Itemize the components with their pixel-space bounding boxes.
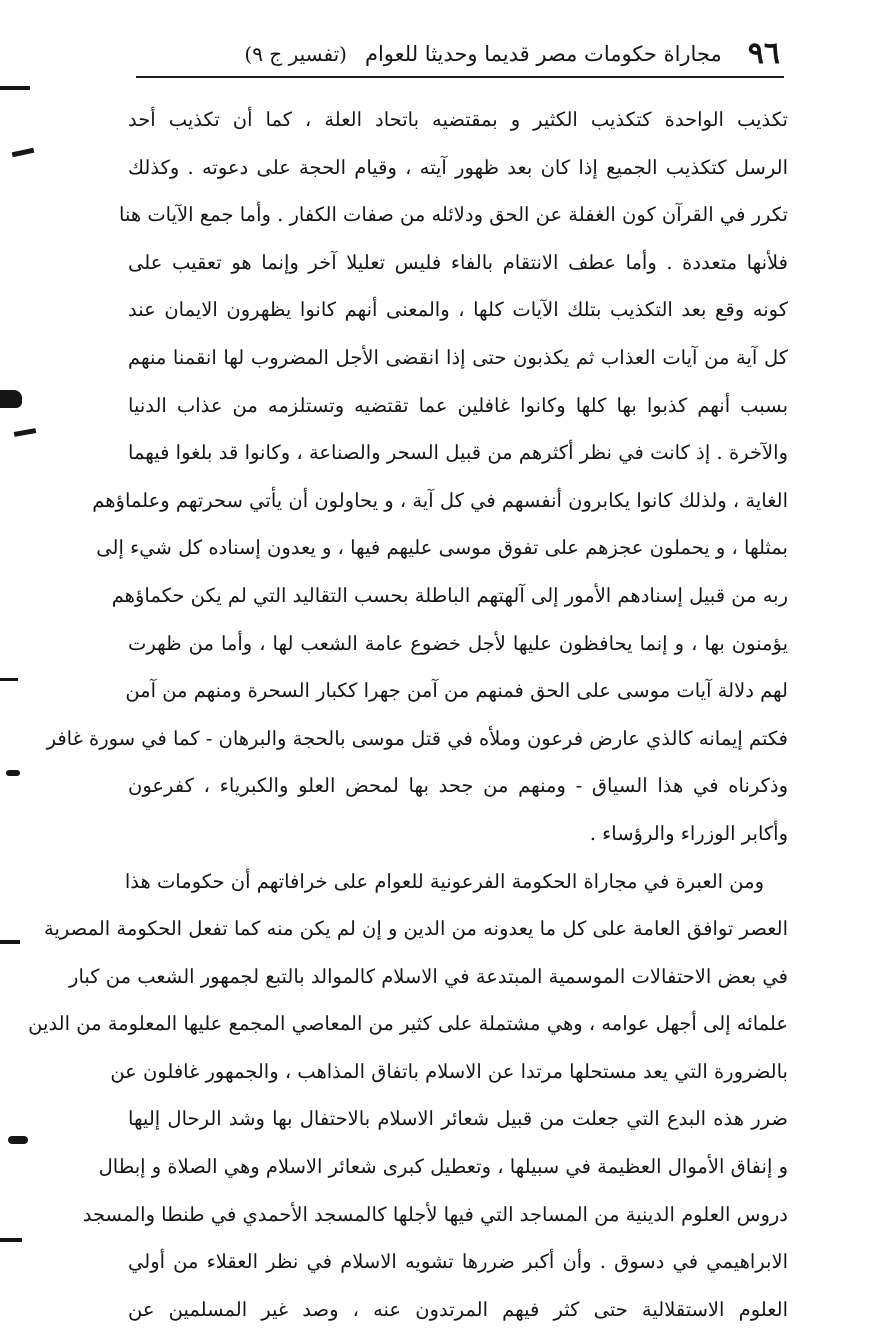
- body-text: [128, 96, 788, 1333]
- text-line: العلوم الاستقلالية حتى كثر فيهم المرتدون عنه ، وصد غير المسلمين عن: [128, 1286, 788, 1333]
- text-line: الغاية ، ولذلك كانوا يكابرون أنفسهم في كل آية ، و يحاولون أن يأتي سحرتهم وعلماؤهم: [128, 477, 788, 525]
- scan-mark: [0, 1238, 22, 1242]
- scan-mark: [0, 86, 30, 90]
- page-header: [140, 30, 780, 74]
- header-rule: [136, 76, 784, 78]
- text-line: الابراهيمي في دسوق . وأن أكبر ضررها تشويه الاسلام في نظر العقلاء من أولي: [128, 1238, 788, 1286]
- text-line: تكرر في القرآن كون الغفلة عن الحق ودلائله من صفات الكفار . وأما جمع الآيات هنا: [128, 191, 788, 239]
- scan-mark: [8, 1136, 28, 1144]
- text-line: تكذيب الواحدة كتكذيب الكثير و بمقتضيه باتحاد العلة ، كما أن تكذيب أحد: [128, 96, 788, 144]
- text-line: الرسل كتكذيب الجميع إذا كان بعد ظهور آيته ، وقيام الحجة على دعوته . وكذلك: [128, 144, 788, 192]
- text-line: فلأنها متعددة . وأما عطف الانتقام بالفاء فليس تعليلا آخر وإنما هو تعقيب على: [128, 239, 788, 287]
- running-title: مجاراة حكومات مصر قديما وحديثا للعوام: [365, 34, 722, 74]
- scan-mark: [14, 428, 37, 437]
- text-line: يؤمنون بها ، و إنما يحافظون عليها لأجل خضوع عامة الشعب لها ، وأما من ظهرت: [128, 620, 788, 668]
- scan-mark: [0, 390, 22, 408]
- text-line: بسبب أنهم كذبوا بها كلها وكانوا غافلين عما تقتضيه وتستلزمه من عذاب الدنيا: [128, 382, 788, 430]
- text-line: كل آية من آيات العذاب ثم يكذبون حتى إذا انقضى الأجل المضروب لها انقمنا منهم: [128, 334, 788, 382]
- page-number: ٩٦: [748, 34, 780, 74]
- paragraph-2: [128, 858, 788, 1333]
- scan-mark: [0, 678, 18, 681]
- text-line: ضرر هذه البدع التي جعلت من قبيل شعائر الاسلام بالاحتفال بها وشد الرحال إليها: [128, 1095, 788, 1143]
- text-line: و إنفاق الأموال العظيمة في سبيلها ، وتعطيل كبرى شعائر الاسلام وهي الصلاة و إبطال: [128, 1143, 788, 1191]
- scan-mark: [12, 148, 35, 157]
- text-line: العصر توافق العامة على كل ما يعدونه من الدين و إن لم يكن منه كما تفعل الحكومة المصرية: [128, 905, 788, 953]
- text-line: في بعض الاحتفالات الموسمية المبتدعة في الاسلام كالموالد بالتبع لجمهور الشعب من كبار: [128, 953, 788, 1001]
- text-line: كونه وقع بعد التكذيب بتلك الآيات كلها ، والمعنى أنهم كانوا يظهرون الايمان عند: [128, 286, 788, 334]
- text-line: وذكرناه في هذا السياق - ومنهم من جحد بها لمحض العلو والكبرياء ، كفرعون: [128, 762, 788, 810]
- paragraph-1: [128, 96, 788, 858]
- scan-mark: [6, 770, 20, 776]
- text-line: والآخرة . إذ كانت في نظر أكثرهم من قبيل السحر والصناعة ، وكانوا قد بلغوا فيهما: [128, 429, 788, 477]
- section-label: (تفسير ج ٩): [244, 34, 347, 74]
- text-line: ومن العبرة في مجاراة الحكومة الفرعونية للعوام على خرافاتهم أن حكومات هذا: [128, 858, 788, 906]
- text-line: بالضرورة التي يعد مستحلها مرتدا عن الاسلام باتفاق المذاهب ، والجمهور غافلون عن: [128, 1048, 788, 1096]
- text-line: ربه من قبيل إسنادهم الأمور إلى آلهتهم الباطلة بحسب التقاليد التي لم يكن حكماؤهم: [128, 572, 788, 620]
- text-line: علمائه إلى أجهل عوامه ، وهي مشتملة على كثير من المعاصي المجمع عليها المعلومة من الدين: [128, 1000, 788, 1048]
- text-line: لهم دلالة آيات موسى على الحق فمنهم من آمن جهرا ككبار السحرة ومنهم من آمن: [128, 667, 788, 715]
- scan-mark: [0, 940, 20, 944]
- text-line: بمثلها ، و يحملون عجزهم على تفوق موسى عليهم فيها ، و يعدون إسناده كل شيء إلى: [128, 524, 788, 572]
- text-line: وأكابر الوزراء والرؤساء .: [128, 810, 788, 858]
- text-line: دروس العلوم الدينية من المساجد التي فيها لأجلها كالمسجد الأحمدي في طنطا والمسجد: [128, 1191, 788, 1239]
- text-line: فكتم إيمانه كالذي عارض فرعون وملأه في قتل موسى بالحجة والبرهان - كما في سورة غافر: [128, 715, 788, 763]
